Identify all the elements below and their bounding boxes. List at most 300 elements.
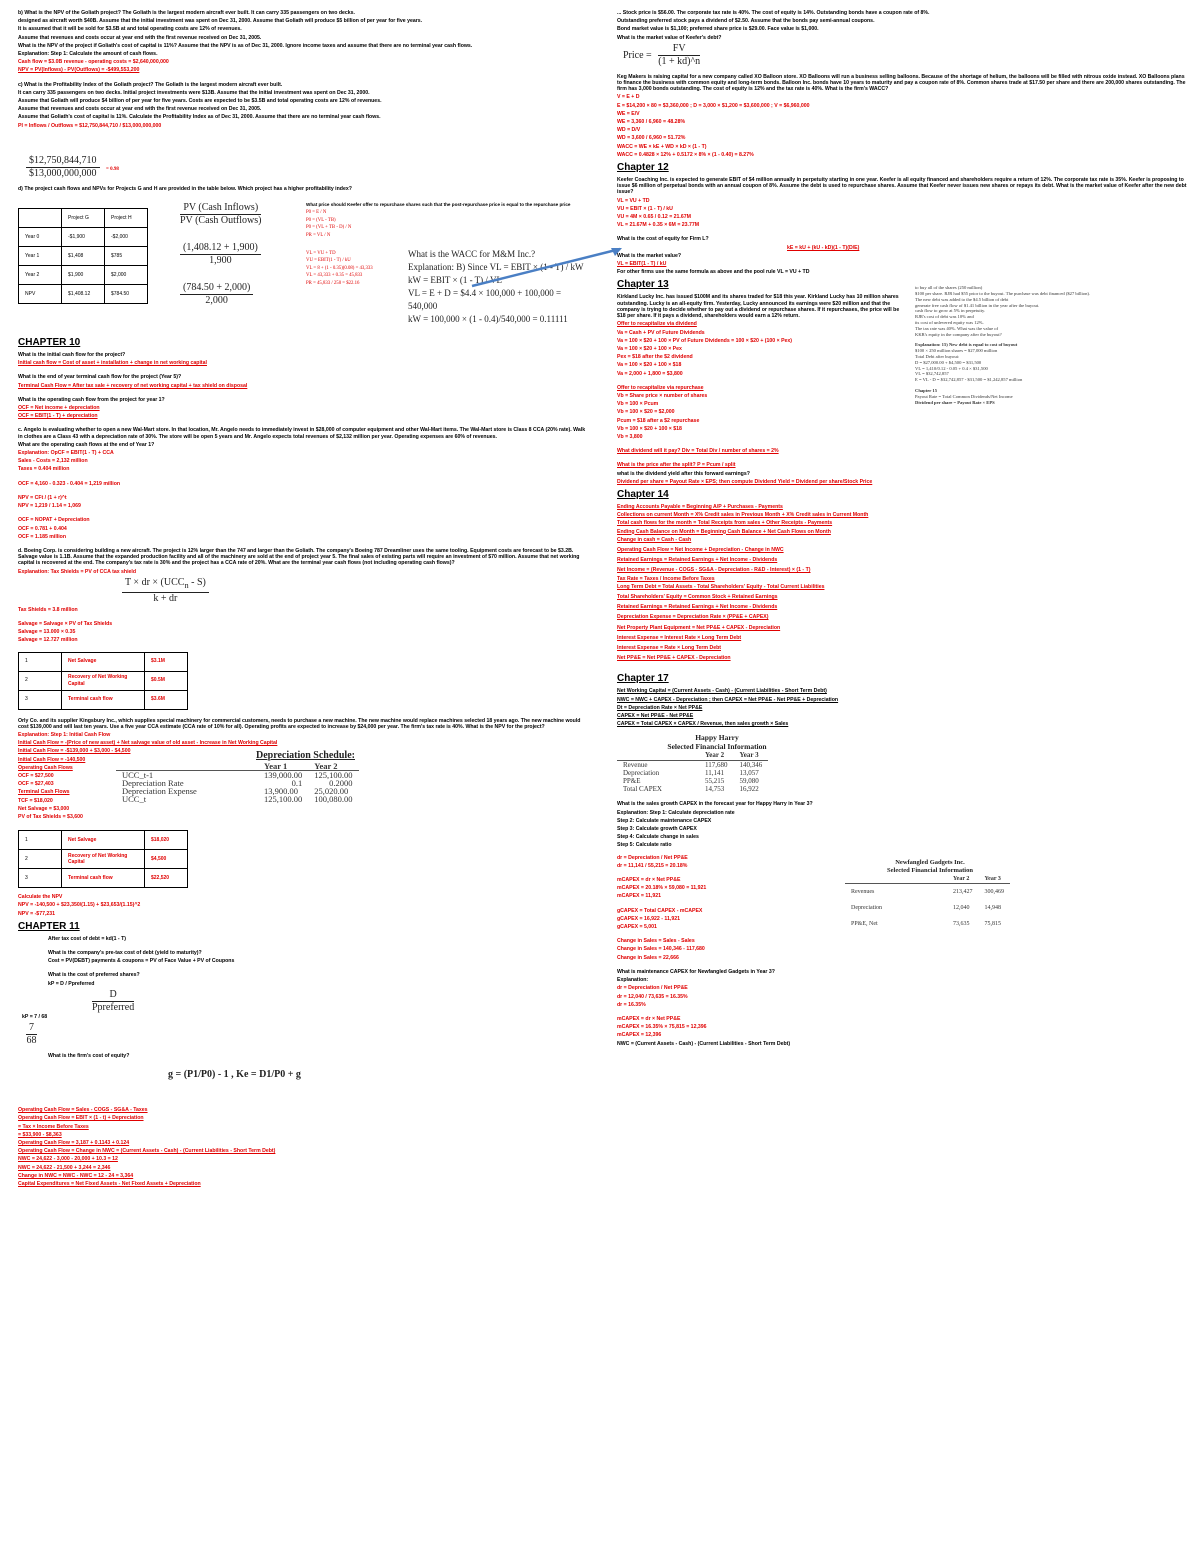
formula-line: Retained Earnings = Retained Earnings + Net Income - Dividends: [617, 604, 778, 611]
table-row: [19, 869, 188, 888]
table-cell: [19, 209, 62, 228]
answer-line: OCF = 4,160 - 0.323 - 0.404 = 1,219 million: [18, 480, 121, 487]
answer-line: gCAPEX = 16,922 - 11,921: [617, 915, 681, 922]
note-line: kP = 7 / 68: [22, 1013, 48, 1020]
answer-line: Tax Shields = 3.8 million: [18, 606, 78, 613]
answer-line: Net Salvage = $3,000: [18, 805, 70, 812]
formula-line: Long Term Debt = Total Assets - Total Shareholders' Equity - Total Current Liabilities: [617, 583, 825, 590]
note-line: What is the cost of preferred shares?: [48, 972, 140, 979]
table-cell: 12,040: [953, 904, 970, 911]
happy-harry-data: [617, 751, 768, 793]
chapter-11-heading: CHAPTER 11: [18, 920, 80, 932]
table-cell: 117,680: [705, 760, 728, 769]
question-line: Explanation: Step 1: Calculate the amount of cash flows.: [18, 51, 158, 58]
table-header: Year 3: [979, 875, 1011, 884]
question-line: Outstanding preferred stock pays a dividend of $2.50. Assume that the bonds pay semi-annual coupons.: [617, 18, 875, 25]
answer-line: NWC = 24,622 - 21,500 + 3,244 = 2,346: [18, 1164, 111, 1171]
bond-price-label: Price =: [623, 49, 655, 61]
formula-line: Ending Accounts Payable = Beginning A/P + Purchases - Payments: [617, 503, 783, 510]
keefer-debt-question: [617, 10, 1187, 68]
boeing-question: [18, 548, 586, 644]
chapter-10-heading: CHAPTER 10: [18, 337, 81, 349]
lbo-line: its cost of unlevered equity was 12%.: [915, 320, 984, 326]
lbo-line: $100 per share. RJR had $55 prior to the buyout. The purchase was debt financed ($27 billion).: [915, 291, 1091, 297]
table-row: [116, 795, 359, 803]
table-row: [617, 777, 768, 785]
table-row: [845, 900, 1010, 916]
table-cell: Project H: [105, 209, 148, 228]
question-line: Explanation:: [617, 977, 649, 984]
chapter-12-heading: Chapter 12: [617, 162, 669, 174]
repurchase-line: P0 = E / N: [306, 210, 327, 216]
question-line: What is the market value?: [617, 252, 681, 259]
table-cell: Revenue: [623, 760, 648, 769]
bond-price-formula: [623, 43, 1187, 68]
table-row: [617, 760, 768, 769]
happy-harry-subtitle: Selected Financial Information: [667, 742, 767, 752]
answer-line: mCAPEX = 11,921: [617, 893, 661, 900]
table-cell: 1: [19, 831, 62, 850]
depreciation-title: Depreciation Schedule:: [256, 749, 355, 761]
chapter-14-formulas: [617, 504, 1187, 661]
table-cell: Year 1: [19, 247, 62, 266]
answer-line: Capital Expenditures = Net Fixed Assets - Net Fixed Assets + Depreciation: [18, 1181, 201, 1188]
table-cell: Recovery of Net Working Capital: [62, 850, 145, 869]
table-row: [845, 916, 1010, 932]
answer-line: Vb = 100 × $20 = $2,000: [617, 409, 675, 416]
formula-line: CAPEX = Net PP&E - Net PP&E: [617, 713, 694, 720]
answer-line: mCAPEX = dr × Net PP&E: [617, 877, 681, 884]
pi-fraction: [22, 155, 586, 180]
chapter-10-basics: [18, 352, 586, 419]
table-cell: 125,100.00: [314, 769, 353, 780]
lbo-notes: [915, 285, 1187, 405]
table-cell: $22,520: [145, 869, 188, 888]
answer-line: What dividend will it pay? Div = Total Div / number of shares = 2%: [617, 448, 779, 455]
answer-line: NPV = CFt / (1 + r)^t: [18, 494, 67, 501]
chapter-17-formulas: [617, 688, 1187, 727]
answer-line: OCF = $27,403: [18, 781, 54, 788]
answer-line: WE = E/V: [617, 110, 640, 117]
newfangled-title: Newfangled Gadgets Inc.: [895, 858, 965, 866]
answer-line: NPV = 1,219 / 1.14 = 1,069: [18, 503, 81, 510]
table-row: [617, 785, 768, 793]
answer-line: Salvage = Salvage × PV of Tax Shields: [18, 620, 113, 627]
answer-line: OCF = Net income + depreciation: [18, 405, 100, 412]
answer-line: Va = 100 × $20 + 100 × $18: [617, 362, 682, 369]
table-row: [19, 690, 188, 709]
chapter-13-answers: [617, 321, 907, 440]
answer-line: = Tax × Income Before Taxes: [18, 1123, 89, 1130]
answer-line: Operating Cash Flows: [18, 764, 73, 771]
project-table: [18, 208, 148, 304]
pv-h-denominator: 2,000: [205, 295, 228, 307]
question-line: What is the market value of Keefer's debt?: [617, 34, 722, 41]
formula-line: Total cash flows for the month = Total Receipts from sales + Other Receipts - Payments: [617, 520, 833, 527]
wacc-mm-line: What is the WACC for M&M Inc.?: [408, 249, 536, 260]
chapter-13-heading: Chapter 13: [617, 279, 669, 291]
preferred-fraction: [88, 989, 586, 1014]
table-row: [617, 751, 768, 760]
table-cell: PP&E: [623, 777, 641, 786]
answer-line: dr = Depreciation / Net PP&E: [617, 854, 688, 861]
answer-line: Dividend per share = Payout Rate × EPS; then compute Dividend Yield = Dividend per share/Stock Price: [617, 478, 873, 485]
table-cell: 55,215: [705, 777, 725, 786]
table-cell: $0.5M: [145, 671, 188, 690]
table-cell: Terminal cash flow: [62, 869, 145, 888]
answer-line: mCAPEX = 20.18% × 59,080 = 11,921: [617, 885, 707, 892]
question-line: Assume that revenues and costs occur at year end with the first revenue received on Dec 31, 2005.: [18, 34, 262, 41]
repurchase-line: P0 = (VL + TB - D) / N: [306, 225, 352, 231]
table-cell: 213,427: [953, 888, 973, 895]
lbo-line: The tax rate was 40%. What was the value of: [915, 325, 999, 331]
answer-line: PI = Inflows / Outflows = $12,750,844,710 / $13,000,000,000: [18, 122, 162, 129]
answer-line: Pcum = $18 after a $2 repurchase: [617, 417, 700, 424]
seven-denominator: 68: [26, 1035, 37, 1046]
pi-result: = 0.98: [106, 166, 119, 172]
table-cell: 1: [19, 652, 62, 671]
lbo-line: $100 × 250 million shares = $27,000 million: [915, 348, 998, 354]
answer-line: Initial Cash Flow = -$139,000 + $3,000 - $4,500: [18, 748, 131, 755]
table-cell: 125,100.00: [264, 794, 303, 805]
happy-harry-table: [617, 733, 1187, 793]
table-cell: 13,057: [739, 768, 759, 777]
answer-line: gCAPEX = 5,001: [617, 924, 657, 931]
table-cell: Recovery of Net Working Capital: [62, 671, 145, 690]
table-row: [19, 831, 188, 850]
answer-line: Pex = $18 after the $2 dividend: [617, 354, 693, 361]
question-line: Bond market value is $1,100; preferred share price is $29.00. Face value is $1,000.: [617, 26, 819, 33]
answer-line: OCF = 0.781 + 0.404: [18, 525, 67, 532]
step-line: Step 4: Calculate change in sales: [617, 834, 699, 841]
lbo-line: Dividend per share = Payout Rate × EPS: [915, 399, 995, 405]
table-cell: 13,900.00: [264, 786, 298, 797]
step-line: Step 5: Calculate ratio: [617, 842, 672, 849]
table-cell: Net Salvage: [62, 652, 145, 671]
table-cell: Year 2: [19, 266, 62, 285]
repurchase-line: VU = EBIT(1 - T) / kU: [306, 258, 351, 264]
question-line: What is the initial cash flow for the project?: [18, 352, 126, 359]
formula-line: Ending Cash Balance on Month = Beginning Cash Balance + Net Cash Flows on Month: [617, 528, 831, 535]
repurchase-line: PR = VL / N: [306, 233, 331, 239]
table-cell: Depreciation: [623, 768, 660, 777]
table-cell: 14,948: [984, 904, 1001, 911]
question-line: c) What is the Profitability Index of the Goliath project? The Goliath is the largest modern aircraft ever built.: [18, 81, 283, 88]
table-cell: 16,922: [739, 785, 759, 794]
note-line: After tax cost of debt = kd(1 - T): [48, 935, 126, 942]
formula-line: Retained Earnings = Retained Earnings + Net Income - Dividends: [617, 557, 778, 564]
answer-line: Initial cash flow = Cost of asset + installation + change in net working capital: [18, 360, 207, 367]
answer-line: gCAPEX = Total CAPEX - mCAPEX: [617, 907, 703, 914]
table-row: [19, 266, 148, 285]
question-line: Assume that Goliath will produce $4 billion of per year for five years. Costs are expected to be $3.5B and total operating costs are 12% of revenues.: [18, 98, 382, 105]
answer-line: Explanation: Step 1: Initial Cash Flow: [18, 731, 111, 738]
answer-line: NWC = 24,622 - 3,000 - 20,000 + 10.3 = 12: [18, 1156, 118, 1163]
answer-line: mCAPEX = 16.35% × 75,815 = 12,396: [617, 1024, 707, 1031]
cca-formula-subscript: n: [184, 580, 189, 590]
walmart-question: [18, 427, 586, 539]
table-cell: 59,080: [739, 777, 759, 786]
table-cell: Terminal cash flow: [62, 690, 145, 709]
answer-line: Va = 100 × $20 + 100 × PV of Future Dividends = 100 × $20 + (100 × Pex): [617, 337, 793, 344]
table-row: [617, 769, 768, 777]
pv-example-g: [176, 242, 265, 267]
table-cell: 75,815: [984, 920, 1001, 927]
table-cell: 2: [19, 850, 62, 869]
table-cell: $1,408.12: [62, 285, 105, 304]
answer-line: WD = D/V: [617, 127, 641, 134]
answer-line: mCAPEX = dr × Net PP&E: [617, 1015, 681, 1022]
table-cell: 300,469: [984, 888, 1004, 895]
wacc-mm-line: kW = EBIT × (1 - T) / VL: [408, 275, 502, 286]
question-line: What are the operating cash flows at the end of Year 1?: [18, 441, 155, 448]
table-cell: 11,141: [705, 768, 724, 777]
arrow-icon: [470, 243, 630, 288]
formula-line: Operating Cash Flow = Net Income + Depreciation - Change in NWC: [617, 546, 784, 553]
formula-line: Dt = Depreciation Rate × Net PP&E: [617, 704, 703, 711]
answer-line: Offer to recapitalize via dividend: [617, 321, 697, 328]
answer-line: OCF = EBIT(1 - T) + depreciation: [18, 413, 98, 420]
table-cell: $3.6M: [145, 690, 188, 709]
formula-line: NWC = NWC + CAPEX - Depreciation ; then CAPEX = Net PP&E - Net PP&E + Depreciation: [617, 696, 839, 703]
question-line: what is the dividend yield after this forward earnings?: [617, 470, 750, 477]
answer-line: OCF = NOPAT + Depreciation: [18, 517, 90, 524]
table-cell: $1,408: [62, 247, 105, 266]
step-line: Step 3: Calculate growth CAPEX: [617, 826, 697, 833]
table-row: [845, 883, 1010, 900]
step-line: What is the sales growth CAPEX in the forecast year for Happy Harry in Year 3?: [617, 801, 813, 808]
answer-line: NPV = PV(Inflows) - PV(Outflows) = -$499,553,200: [18, 67, 140, 74]
answer-line: Explanation: OpCF = EBIT(1 - T) + CCA: [18, 450, 114, 457]
happy-harry-title: Happy Harry: [695, 733, 739, 743]
table-header: Year 2: [308, 762, 358, 771]
table-cell: -$2,000: [105, 228, 148, 247]
answer-line: Change in Sales = 22,666: [617, 954, 679, 961]
answer-line: Calculate the NPV: [18, 894, 63, 901]
orly-question: [18, 718, 586, 821]
table-header: Year 3: [734, 751, 769, 760]
wacc-mm-line: kW = 100,000 × (1 - 0.4)/540,000 = 0.11111: [408, 314, 568, 325]
table-cell: 3: [19, 869, 62, 888]
chapter-17-heading: Chapter 17: [617, 673, 669, 685]
question-line: Assume that Goliath's cost of capital is 11%. Calculate the Profitability Index as of Dec 31, 2000. Assume that there are no terminal year cash flows.: [18, 114, 381, 121]
table-cell: 0.1: [291, 777, 303, 788]
answer-line: Va = Cash + PV of Future Dividends: [617, 329, 705, 336]
table-row: [19, 671, 188, 690]
wacc-mm-line: VL = E + D = $4.4 × 100,000 + 100,000 = 540,000: [408, 288, 562, 312]
pv-g-denominator: 1,900: [209, 255, 232, 267]
cca-formula-bottom: k + dr: [153, 592, 178, 604]
note-line: What is the company's pre-tax cost of debt (yield to maturity)?: [48, 949, 202, 956]
table-cell: Revenues: [851, 888, 875, 895]
table-header: Year 1: [258, 762, 308, 771]
lbo-line: to buy all of the shares (250 million): [915, 285, 983, 291]
table-cell: Total CAPEX: [623, 785, 662, 794]
table-cell: $784.50: [105, 285, 148, 304]
depreciation-schedule: [116, 750, 359, 804]
question-line: For other firms use the same formula as above and the pool rule VL = VU + TD: [617, 269, 810, 276]
formula-line: Interest Expense = Interest Rate × Long Term Debt: [617, 634, 742, 641]
note-line: What is the firm's cost of equity?: [48, 1053, 130, 1059]
table-row: [19, 652, 188, 671]
question-line: What is the cost of equity for Firm L?: [617, 236, 709, 243]
table-cell: 3: [19, 690, 62, 709]
answer-line: Offer to recapitalize via repurchase: [617, 384, 704, 391]
chapter-17-answers: [617, 855, 1187, 1047]
table-cell: Depreciation Rate: [122, 777, 184, 788]
left-column: [18, 10, 586, 1189]
table-cell: $785: [105, 247, 148, 266]
cca-formula: [118, 577, 586, 605]
question-line: Orly Co. and its supplier Kingsbury Inc., which supplies special machinery for commercial customers, needs to purchase a new machine. The new machine would replace machines selected 18 years ago. The new machine would cost $139,000 and will last ten years. Use a five year CCA estimate (CCA rate of 10% for all). Operating profits are expected to increase by $24,000 per year. The firm's tax rate is 40%. What is the NPV for the project?: [18, 717, 581, 730]
formula-line: Change in cash = Cash - Cash: [617, 536, 692, 543]
table-cell: 73,635: [953, 920, 970, 927]
lbo-line: RJR's cost of debt was 10% and: [915, 314, 974, 320]
formula-line: Total Shareholders' Equity = Common Stock + Retained Earnings: [617, 593, 778, 600]
answer-line: VL = 21.67M + 0.35 × 6M = 23.77M: [617, 222, 700, 229]
answer-line: Operating Cash Flow = Change in NWC = (Current Assets - Cash) - (Current Liabilities - Short Term Debt): [18, 1148, 276, 1155]
answer-line: Operating Cash Flow = 3,187 + 0.1143 + 0.124: [18, 1140, 130, 1147]
answer-line: Sales - Costs = 2,132 million: [18, 458, 88, 465]
step-line: Explanation: Step 1: Calculate depreciation rate: [617, 809, 735, 816]
table-header: Year 2: [947, 875, 979, 884]
formula-line: Depreciation Expense = Depreciation Rate × (PP&E + CAPEX): [617, 614, 769, 621]
answer-line: dr = 16.35%: [617, 1001, 646, 1008]
newfangled-table: [845, 859, 1015, 932]
bond-price-numerator: FV: [658, 43, 700, 56]
lbo-line: E = VL - D = $32,742,857 - $31,500 = $1,242,857 million: [915, 377, 1023, 383]
table-row: [845, 875, 1010, 884]
pv-example-h: [176, 282, 257, 307]
lbo-line: VL = $32,742,857: [915, 371, 949, 377]
question-line: It is assumed that it will be sold for $3.5B at and total operating costs are 12% of revenues.: [18, 26, 242, 33]
question-line: d. Boeing Corp. is considering building a new aircraft. The project is 12% larger than the 747 and larger than the Goliath. The company's Boeing 787 Dreamliner uses the same tooling. Equipment costs are forecast to be $3.2B. Salvage value is 1.1B. Assume that the expanded production facility and all of the machinery are sold at the end of project year 5. The final sales of existing parts will require an investment of $70 million. Assume that net working capital is recovered at the end. The company's tax rate is 30% and the project has a CCA rate of 20%. What are the terminal year cash flows (not including operating cash flows)?: [18, 547, 580, 567]
pi-question: [18, 82, 586, 180]
table-cell: 25,020.00: [314, 786, 349, 797]
answer-line: Vb = 100 × Pcum: [617, 401, 659, 408]
repurchase-line: VL = VU + TD: [306, 250, 336, 256]
answer-line: Change in Sales = 140,346 - 117,680: [617, 946, 705, 953]
chapter-14-heading: Chapter 14: [617, 488, 669, 500]
answer-line: Cash flow = $3.0B revenue - operating costs = $2,640,000,000: [18, 59, 169, 66]
question-line: Kirkland Lucky Inc. has issued $100M and its shares traded for $18 this year. Kirkland Lucky has 10 million shares outstanding. Lucky is an all-equity firm. Yesterday, Lucky announced its earnings were $20 million and that the company is trying to decide whether to pay out a dividend or repurchase shares. If it repurchases, the price will be $18 per share. If it pays a dividend, shareholders would earn a 12% return.: [617, 294, 900, 320]
lbo-line: cash flow to grow at 5% in perpetuity.: [915, 308, 986, 314]
answer-line: Explanation: Tax Shields = PV of CCA tax shield: [18, 568, 137, 575]
repurchase-line: VL = 43,333 + 0.35 = 45,833: [306, 273, 363, 279]
formula-line: Tax Rate = Taxes / Income Before Taxes: [617, 575, 715, 582]
answer-line: Vb = Share price × number of shares: [617, 392, 708, 399]
repurchase-title: What price should Keefer offer to repurchase shares such that the post-repurchase price is equal to the repurchase price: [306, 202, 571, 208]
answer-line: TCF = $18,020: [18, 797, 53, 804]
table-row: [19, 209, 148, 228]
formula-line: Collections on current Month = X% Credit sales in Previous Month + X% Credit sales in Current Month: [617, 512, 869, 519]
formula-line: Interest Expense = Rate × Long Term Debt: [617, 645, 721, 651]
pi-denominator: $13,000,000,000: [29, 167, 97, 179]
table-cell: UCC_t: [122, 794, 147, 805]
question-line: ... Stock price is $56.00. The corporate tax rate is 40%. The cost of equity is 14%. Outstanding bonds have a coupon rate of 8%.: [617, 10, 930, 16]
pv-g-numerator: (1,408.12 + 1,900): [180, 242, 261, 255]
pref-denominator: Ppreferred: [92, 1001, 135, 1013]
answer-line: mCAPEX = 12,396: [617, 1032, 662, 1039]
answer-line: Initial Cash Flow = -(Price of new asset) + Net salvage value of old asset - Increase in Net Working Capital: [18, 740, 278, 747]
answer-line: Va = 100 × $20 + 100 × Pex: [617, 345, 682, 352]
answer-line: Salvage = 12.727 million: [18, 637, 78, 644]
right-column: [617, 10, 1187, 1049]
answer-line: V = E + D: [617, 94, 640, 101]
answer-line: WACC = 0.4828 × 12% + 0.5172 × 8% × (1 - 0.40) = 8.27%: [617, 151, 754, 158]
newfangled-subtitle: Selected Financial Information: [887, 866, 973, 874]
terminal-table-2: [18, 830, 188, 888]
repurchase-line: P0 = (VL - TB): [306, 217, 336, 223]
wacc-answer: [617, 94, 1187, 158]
pv-ratio-formula: [176, 202, 265, 227]
answer-line: WE = 3,360 / 6,960 = 48.28%: [617, 119, 686, 126]
table-row: [116, 762, 359, 771]
table-row: [19, 850, 188, 869]
pv-inflows: PV (Cash Inflows): [180, 202, 261, 215]
lbo-line: Explanation: 15) New debt is equal to cost of buyout: [915, 342, 1018, 348]
answer-line: dr = 11,141 / 55,215 = 20.18%: [617, 862, 688, 869]
table-cell: PP&E, Net: [851, 920, 878, 927]
table-cell: $2,000: [105, 266, 148, 285]
table-cell: 100,080.00: [314, 794, 353, 805]
note-line: Cost = PV(DEBT) payments & coupons = PV of Face Value + PV of Coupons: [48, 958, 235, 965]
table-cell: 2: [19, 671, 62, 690]
note-line: kP = D / Ppreferred: [48, 980, 95, 987]
lbo-line: generate free cash flow of $1.41 billion in the year after the buyout.: [915, 302, 1040, 308]
answer-line: What is the price after the split? P = Pcum / split: [617, 462, 736, 469]
table-cell: -$1,900: [62, 228, 105, 247]
answer-line: Operating Cash Flow = Sales - COGS - SG&A - Taxes: [18, 1107, 148, 1114]
answer-line: NPV = -140,500 + $23,350/(1.15) + $23,653/(1.15)^2: [18, 902, 141, 909]
question-line: What is the end of year terminal cash flow for the project (Year 5)?: [18, 374, 182, 381]
table-row: [19, 228, 148, 247]
table-cell: Year 0: [19, 228, 62, 247]
lbo-line: Total Debt after buyout:: [915, 354, 960, 360]
pv-h-numerator: (784.50 + 2,000): [180, 282, 253, 295]
answer-line: WD = 3,600 / 6,960 = 51.72%: [617, 135, 686, 142]
question-line: What is maintenance CAPEX for Newfangled Gadgets in Year 3?: [617, 968, 775, 975]
lbo-line: The new debt was added to the $4.5 billion of debt: [915, 296, 1009, 302]
chapter-13-question: [617, 294, 907, 319]
table-cell: 14,753: [705, 785, 725, 794]
answer-line: NPV = -$77,231: [18, 910, 56, 917]
lbo-line: D = $27,000.00 + $4,500 = $31,500: [915, 359, 982, 365]
terminal-table-1: [18, 652, 188, 710]
question-line: Keg Makers is raising capital for a new company called XO Balloon store. XO Balloons will run a business selling balloons. Because of the shortage of helium, the balloons will be filled with nitrous oxide instead. XO Balloons plans to finance the business with common equity and long-term bonds. Balloon Inc. bonds have 10 years to maturity and pay a coupon rate of 8%. Common shares trade at $17.50 per share and there are 200,000 shares outstanding. The firm has 3,000 bonds outstanding. The cost of equity is 12% and the tax rate is 40%. What is the firm's WACC?: [617, 73, 1186, 93]
answer-line: E = $14,200 × 80 = $3,360,000 ; D = 3,000 × $1,200 = $3,600,000 ; V = $6,960,000: [617, 102, 810, 109]
answer-line: PV of Tax Shields = $3,600: [18, 813, 83, 820]
table-cell: 139,000.00: [264, 769, 303, 780]
pi-numerator: $12,750,844,710: [26, 155, 100, 168]
answer-line: OCF = $27,500: [18, 772, 54, 779]
answer-line: VU = EBIT × (1 - T) / kU: [617, 205, 673, 212]
answer-line: Salvage = 13.000 × 0.35: [18, 629, 76, 636]
bond-price-denominator: (1 + kd)^n: [658, 55, 701, 67]
table-cell: NPV: [19, 285, 62, 304]
lbo-line: VL = 1,410/0.12 - 0.05 + 0.4 × $31,500: [915, 365, 988, 371]
wacc-mm-line: Explanation: B) Since VL = EBIT × (1 - T) / kW: [408, 262, 584, 273]
formula-line: Net Working Capital = (Current Assets - Cash) - (Current Liabilities - Short Term Debt): [617, 688, 827, 695]
lbo-line: Payout Rate = Total Common Dividends/Net Income: [915, 393, 1013, 399]
seven-numerator: 7: [26, 1022, 37, 1035]
project-question: d) The project cash flows and NPVs for Projects G and H are provided in the table below. Which project has a higher profitability index?: [18, 185, 352, 192]
answer-line: Operating Cash Flow = EBIT × (1 - t) + Depreciation: [18, 1115, 144, 1122]
repurchase-line: VL = 8 + (1 - 0.35)(0.08) = 43,333: [306, 265, 373, 271]
npv-question: [18, 10, 586, 74]
question-line: What is the NPV of the project if Goliath's cost of capital is 11%? Assume that the NPV is as of Dec 31, 2000. Ignore income taxes and assume that there are no terminal year cash flows.: [18, 42, 473, 49]
question-line: What is the operating cash flow from the project for year 1?: [18, 396, 165, 403]
